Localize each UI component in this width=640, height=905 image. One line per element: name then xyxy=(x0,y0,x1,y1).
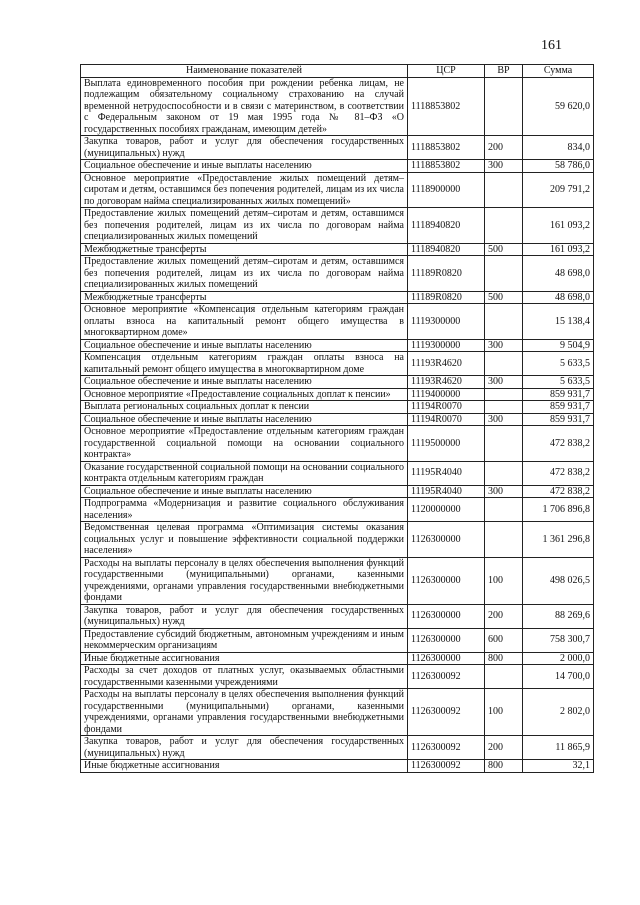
table-row xyxy=(81,352,594,376)
row-sum: 859 931,7 xyxy=(523,388,594,401)
row-vr xyxy=(485,304,523,340)
row-vr xyxy=(485,172,523,208)
row-sum: 2 000,0 xyxy=(523,652,594,665)
row-sum: 14 700,0 xyxy=(523,665,594,689)
row-vr: 300 xyxy=(485,160,523,173)
row-vr: 800 xyxy=(485,760,523,773)
row-vr: 300 xyxy=(485,413,523,426)
row-sum: 5 633,5 xyxy=(523,376,594,389)
column-header-vr: ВР xyxy=(485,65,523,78)
row-code: 1126300092 xyxy=(408,736,485,760)
row-code: 1119300000 xyxy=(408,304,485,340)
table-row xyxy=(81,485,594,498)
table-row xyxy=(81,689,594,736)
row-code: 11193R4620 xyxy=(408,376,485,389)
row-name: Основное мероприятие «Компенсация отдельным категориям граждан оплаты взноса на капитальный ремонт общего имущества в многоквартирном доме» xyxy=(81,304,408,340)
row-vr xyxy=(485,352,523,376)
row-name: Социальное обеспечение и иные выплаты населению xyxy=(81,376,408,389)
row-sum: 472 838,2 xyxy=(523,485,594,498)
row-vr: 200 xyxy=(485,136,523,160)
table-row xyxy=(81,376,594,389)
row-name: Основное мероприятие «Предоставление жилых помещений детям–сиротам и детям, оставшимся без попечения родителей, лицам из их числа по договорам найма специализированных жилых помещений» xyxy=(81,172,408,208)
table-row xyxy=(81,160,594,173)
row-sum: 15 138,4 xyxy=(523,304,594,340)
row-name: Социальное обеспечение и иные выплаты населению xyxy=(81,413,408,426)
row-vr: 200 xyxy=(485,604,523,628)
row-sum: 758 300,7 xyxy=(523,628,594,652)
row-name: Предоставление жилых помещений детям–сиротам и детям, оставшимся без попечения родителей, лицам из их числа по договорам найма специализированных жилых помещений xyxy=(81,256,408,292)
row-code: 1126300000 xyxy=(408,522,485,558)
row-vr: 200 xyxy=(485,736,523,760)
table-row xyxy=(81,413,594,426)
row-code: 11194R0070 xyxy=(408,401,485,414)
row-vr xyxy=(485,498,523,522)
row-sum: 161 093,2 xyxy=(523,208,594,244)
row-code: 11194R0070 xyxy=(408,413,485,426)
table-row xyxy=(81,426,594,462)
row-code: 1126300000 xyxy=(408,557,485,604)
row-name: Расходы на выплаты персоналу в целях обеспечения выполнения функций государственными (муниципальными) органами, казенными учреждениями, органами управления государственными внебюджетными фондами xyxy=(81,689,408,736)
table-row xyxy=(81,628,594,652)
row-sum: 59 620,0 xyxy=(523,77,594,136)
table-row xyxy=(81,208,594,244)
row-name: Выплата единовременного пособия при рождении ребенка лицам, не подлежащим обязательному социальному страхованию на случай временной нетрудоспособности и в связи с материнством, в соответствии с Федеральным законом от 19 мая 1995 года № 81–ФЗ «О государственных пособиях гражданам, имеющим детей» xyxy=(81,77,408,136)
row-sum: 1 706 896,8 xyxy=(523,498,594,522)
row-vr xyxy=(485,426,523,462)
row-sum: 472 838,2 xyxy=(523,461,594,485)
row-name: Межбюджетные трансферты xyxy=(81,291,408,304)
table-row xyxy=(81,557,594,604)
table-row xyxy=(81,461,594,485)
row-vr: 300 xyxy=(485,485,523,498)
row-code: 11193R4620 xyxy=(408,352,485,376)
table-row xyxy=(81,77,594,136)
row-name: Иные бюджетные ассигнования xyxy=(81,652,408,665)
column-header-code: ЦСР xyxy=(408,65,485,78)
column-header-name: Наименование показателей xyxy=(81,65,408,78)
row-code: 1118940820 xyxy=(408,208,485,244)
page-number: 161 xyxy=(541,38,562,53)
row-sum: 58 786,0 xyxy=(523,160,594,173)
row-code: 1118853802 xyxy=(408,160,485,173)
row-vr: 600 xyxy=(485,628,523,652)
row-name: Предоставление жилых помещений детям–сиротам и детям, оставшимся без попечения родителей, лицам из их числа по договорам найма специализированных жилых помещений xyxy=(81,208,408,244)
budget-table xyxy=(80,64,594,773)
table-row xyxy=(81,172,594,208)
row-sum: 472 838,2 xyxy=(523,426,594,462)
row-vr xyxy=(485,77,523,136)
row-sum: 209 791,2 xyxy=(523,172,594,208)
row-sum: 48 698,0 xyxy=(523,291,594,304)
row-code: 1126300092 xyxy=(408,760,485,773)
table-row xyxy=(81,652,594,665)
row-vr: 100 xyxy=(485,557,523,604)
row-vr xyxy=(485,256,523,292)
row-name: Социальное обеспечение и иные выплаты населению xyxy=(81,339,408,352)
row-code: 1126300000 xyxy=(408,628,485,652)
row-name: Межбюджетные трансферты xyxy=(81,243,408,256)
row-code: 1120000000 xyxy=(408,498,485,522)
row-sum: 1 361 296,8 xyxy=(523,522,594,558)
row-name: Предоставление субсидий бюджетным, автономным учреждениям и иным некоммерческим организациям xyxy=(81,628,408,652)
table-row xyxy=(81,291,594,304)
row-name: Закупка товаров, работ и услуг для обеспечения государственных (муниципальных) нужд xyxy=(81,736,408,760)
row-code: 1118853802 xyxy=(408,77,485,136)
row-code: 11195R4040 xyxy=(408,485,485,498)
table-row xyxy=(81,760,594,773)
row-name: Основное мероприятие «Предоставление социальных доплат к пенсии» xyxy=(81,388,408,401)
row-name: Подпрограмма «Модернизация и развитие социального обслуживания населения» xyxy=(81,498,408,522)
table-row xyxy=(81,736,594,760)
row-vr: 300 xyxy=(485,339,523,352)
row-sum: 498 026,5 xyxy=(523,557,594,604)
row-vr: 500 xyxy=(485,243,523,256)
row-code: 1118900000 xyxy=(408,172,485,208)
row-name: Иные бюджетные ассигнования xyxy=(81,760,408,773)
row-vr: 100 xyxy=(485,689,523,736)
row-name: Закупка товаров, работ и услуг для обеспечения государственных (муниципальных) нужд xyxy=(81,136,408,160)
row-sum: 32,1 xyxy=(523,760,594,773)
row-code: 1118940820 xyxy=(408,243,485,256)
row-name: Оказание государственной социальной помощи на основании социального контракта отдельным категориям граждан xyxy=(81,461,408,485)
row-code: 1119400000 xyxy=(408,388,485,401)
row-name: Расходы за счет доходов от платных услуг, оказываемых областными государственными казенными учреждениями xyxy=(81,665,408,689)
column-header-sum: Сумма xyxy=(523,65,594,78)
row-name: Социальное обеспечение и иные выплаты населению xyxy=(81,485,408,498)
row-sum: 859 931,7 xyxy=(523,413,594,426)
row-name: Социальное обеспечение и иные выплаты населению xyxy=(81,160,408,173)
table-row xyxy=(81,388,594,401)
row-sum: 48 698,0 xyxy=(523,256,594,292)
row-code: 1126300092 xyxy=(408,665,485,689)
row-vr xyxy=(485,208,523,244)
table-row xyxy=(81,665,594,689)
row-name: Компенсация отдельным категориям граждан оплаты взноса на капитальный ремонт общего имущества в многоквартирном доме xyxy=(81,352,408,376)
table-row xyxy=(81,243,594,256)
table-row xyxy=(81,498,594,522)
row-sum: 834,0 xyxy=(523,136,594,160)
row-code: 1118853802 xyxy=(408,136,485,160)
table-row xyxy=(81,136,594,160)
table-row xyxy=(81,256,594,292)
row-vr xyxy=(485,401,523,414)
row-code: 11189R0820 xyxy=(408,291,485,304)
row-vr: 300 xyxy=(485,376,523,389)
row-sum: 2 802,0 xyxy=(523,689,594,736)
row-vr: 800 xyxy=(485,652,523,665)
row-vr xyxy=(485,522,523,558)
row-sum: 11 865,9 xyxy=(523,736,594,760)
row-code: 1126300000 xyxy=(408,652,485,665)
row-name: Расходы на выплаты персоналу в целях обеспечения выполнения функций государственными (муниципальными) органами, казенными учреждениями, органами управления государственными внебюджетными фондами xyxy=(81,557,408,604)
row-vr: 500 xyxy=(485,291,523,304)
row-sum: 161 093,2 xyxy=(523,243,594,256)
row-name: Ведомственная целевая программа «Оптимизация системы оказания социальных услуг и повышение эффективности социальной поддержки населения» xyxy=(81,522,408,558)
table-row xyxy=(81,304,594,340)
row-name: Закупка товаров, работ и услуг для обеспечения государственных (муниципальных) нужд xyxy=(81,604,408,628)
row-code: 1126300092 xyxy=(408,689,485,736)
row-vr xyxy=(485,461,523,485)
row-name: Выплата региональных социальных доплат к пенсии xyxy=(81,401,408,414)
table-row xyxy=(81,522,594,558)
row-vr xyxy=(485,388,523,401)
row-sum: 859 931,7 xyxy=(523,401,594,414)
table-row xyxy=(81,401,594,414)
row-code: 1119300000 xyxy=(408,339,485,352)
row-code: 11189R0820 xyxy=(408,256,485,292)
row-vr xyxy=(485,665,523,689)
row-sum: 5 633,5 xyxy=(523,352,594,376)
row-sum: 88 269,6 xyxy=(523,604,594,628)
table-header-row xyxy=(81,65,594,78)
row-name: Основное мероприятие «Предоставление отдельным категориям граждан государственной социальной помощи на основании социального контракта» xyxy=(81,426,408,462)
table-row xyxy=(81,339,594,352)
row-code: 11195R4040 xyxy=(408,461,485,485)
row-code: 1126300000 xyxy=(408,604,485,628)
row-sum: 9 504,9 xyxy=(523,339,594,352)
table-row xyxy=(81,604,594,628)
row-code: 1119500000 xyxy=(408,426,485,462)
